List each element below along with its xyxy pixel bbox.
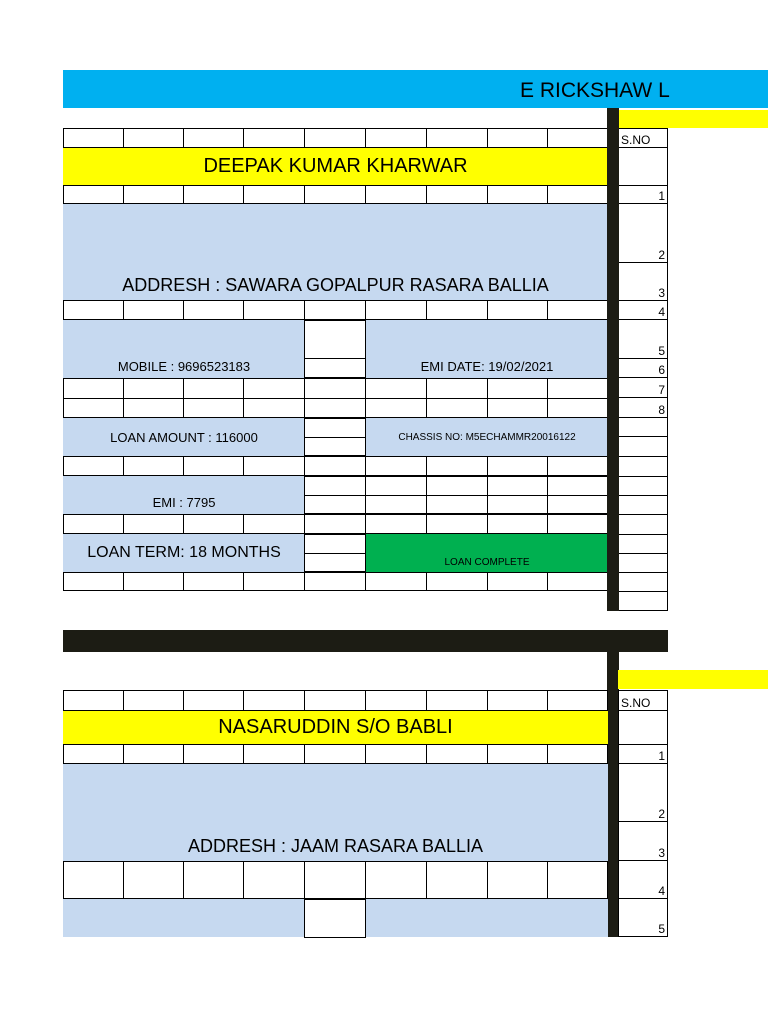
sno-cell	[618, 436, 668, 457]
loan-status-badge: LOAN COMPLETE	[366, 534, 608, 572]
vertical-divider	[607, 108, 619, 611]
grid-row	[63, 572, 608, 591]
sno-cell: 4	[618, 860, 668, 899]
mobile-number: MOBILE : 9696523183	[63, 320, 305, 378]
customer-name: DEEPAK KUMAR KHARWAR	[63, 148, 608, 185]
sno-cell	[618, 417, 668, 437]
grid-cell	[304, 553, 366, 572]
sno-header: S.NO	[618, 128, 668, 148]
page-title: E RICKSHAW L	[520, 79, 670, 102]
emi-date: EMI DATE: 19/02/2021	[366, 320, 608, 378]
grid-cell	[304, 358, 366, 378]
sno-cell	[618, 147, 668, 186]
sno-cell	[618, 534, 668, 554]
sno-yellow-header-2	[618, 670, 768, 689]
grid-row	[63, 378, 608, 418]
chassis-number: CHASSIS NO: M5ECHAMMR20016122	[366, 418, 608, 456]
sno-cell: 4	[618, 300, 668, 320]
grid-row	[63, 300, 608, 320]
grid-row	[63, 690, 608, 711]
grid-cell	[304, 320, 366, 359]
sno-cell	[618, 476, 668, 496]
grid-row	[63, 861, 608, 899]
grid-cell	[304, 418, 366, 438]
sno-cell: 3	[618, 262, 668, 301]
emi-amount: EMI : 7795	[63, 476, 305, 514]
grid-cell	[304, 437, 366, 456]
sno-cell: 5	[618, 319, 668, 359]
sno-cell: 5	[618, 898, 668, 937]
sno-cell: 7	[618, 377, 668, 398]
sno-cell	[618, 553, 668, 573]
sno-cell	[618, 495, 668, 515]
record-divider	[63, 630, 668, 652]
customer-name: NASARUDDIN S/O BABLI	[63, 711, 608, 744]
sno-cell	[618, 456, 668, 477]
grid-cell	[304, 899, 366, 938]
sno-cell: 2	[618, 763, 668, 822]
grid-row	[63, 456, 608, 476]
grid-row	[63, 128, 608, 148]
emi-date-panel	[366, 899, 608, 937]
sno-cell	[618, 710, 668, 745]
sno-cell	[618, 514, 668, 535]
sno-cell	[618, 572, 668, 592]
grid-block	[304, 476, 608, 514]
customer-address: ADDRESH : SAWARA GOPALPUR RASARA BALLIA	[63, 204, 608, 300]
sno-cell: 6	[618, 358, 668, 378]
loan-amount: LOAN AMOUNT : 116000	[63, 418, 305, 456]
sno-cell: 8	[618, 397, 668, 418]
sno-cell: 2	[618, 203, 668, 263]
grid-cell	[304, 534, 366, 554]
sno-yellow-header-1	[618, 110, 768, 128]
sno-header: S.NO	[618, 690, 668, 711]
sno-cell: 3	[618, 821, 668, 861]
sno-cell	[618, 591, 668, 611]
customer-address: ADDRESH : JAAM RASARA BALLIA	[63, 764, 608, 861]
grid-row	[63, 185, 608, 204]
sno-cell: 1	[618, 744, 668, 764]
loan-term: LOAN TERM: 18 MONTHS	[63, 534, 305, 572]
sno-cell: 1	[618, 185, 668, 204]
mobile-panel	[63, 899, 305, 937]
grid-row	[63, 744, 608, 764]
grid-row	[63, 514, 608, 534]
